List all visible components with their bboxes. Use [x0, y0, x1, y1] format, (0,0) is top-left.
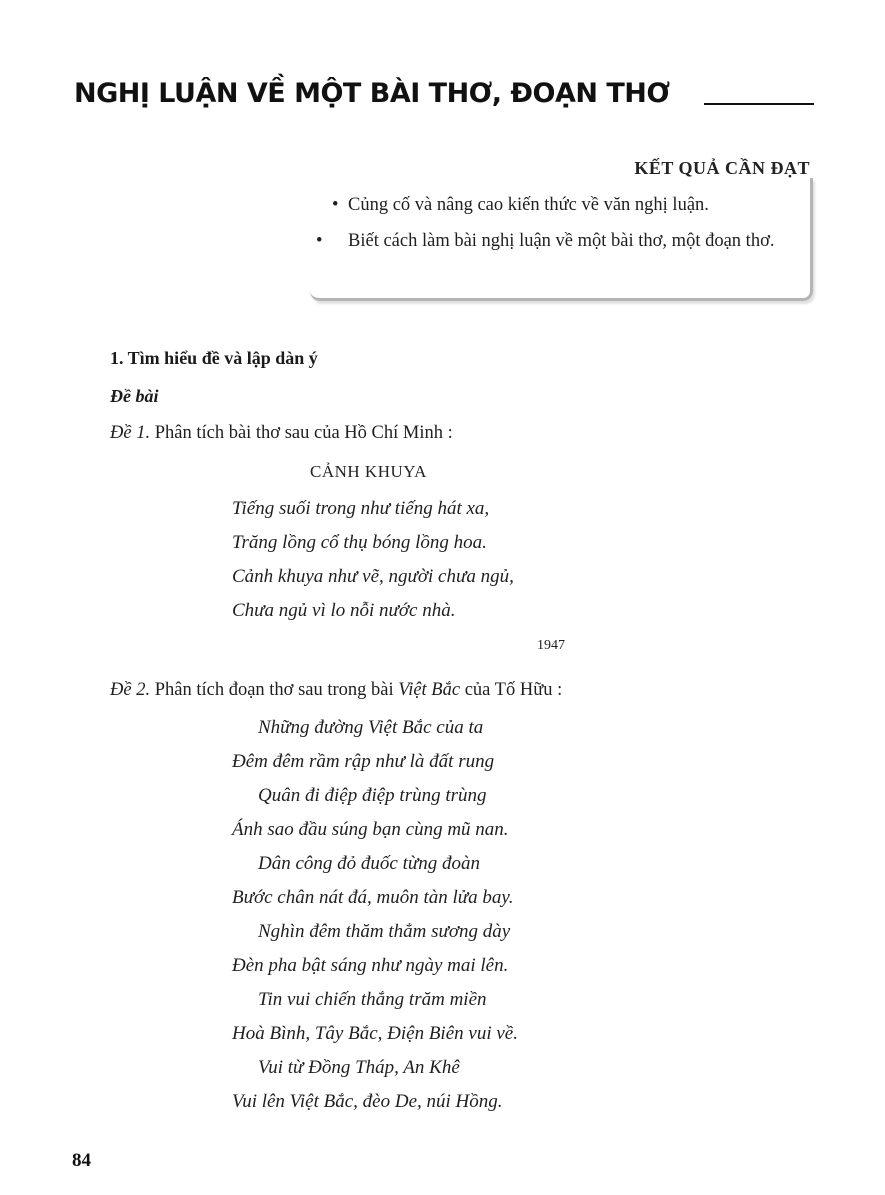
exercise-subheading: Đề bài [110, 386, 159, 406]
poem-line: Bước chân nát đá, muôn tàn lửa bay. [232, 887, 514, 908]
chapter-title: NGHỊ LUẬN VỀ MỘT BÀI THƠ, ĐOẠN THƠ [74, 78, 670, 109]
poem-line: Những đường Việt Bắc của ta [258, 717, 484, 738]
bullet-icon: • [332, 195, 339, 215]
poem-line: Vui lên Việt Bắc, đèo De, núi Hồng. [232, 1091, 503, 1112]
exercise-prompt-2: Đề 2. Phân tích đoạn thơ sau trong bài Việt Bắc của Tố Hữu : [110, 680, 563, 700]
learning-outcome-item: • Biết cách làm bài nghị luận về một bài thơ, một đoạn thơ. [332, 226, 808, 257]
poem-line: Trăng lồng cổ thụ bóng lồng hoa. [232, 532, 487, 553]
poem-line: Dân công đỏ đuốc từng đoàn [258, 853, 480, 874]
poem-year: 1947 [537, 638, 565, 653]
learning-outcomes-box [310, 158, 813, 301]
poem-line: Hoà Bình, Tây Bắc, Điện Biên vui về. [232, 1023, 518, 1044]
learning-outcome-item: • Củng cố và nâng cao kiến thức về văn nghị luận. [332, 190, 792, 221]
poem-line: Cảnh khuya như vẽ, người chưa ngủ, [232, 566, 514, 587]
poem-line: Đêm đêm rầm rập như là đất rung [232, 751, 495, 772]
poem-line: Chưa ngủ vì lo nỗi nước nhà. [232, 600, 456, 621]
poem-line: Quân đi điệp điệp trùng trùng [258, 785, 487, 806]
section-heading: 1. Tìm hiểu đề và lập dàn ý [110, 348, 318, 368]
poem-title: CẢNH KHUYA [310, 462, 427, 481]
exercise-prompt-1: Đề 1. Phân tích bài thơ sau của Hồ Chí Minh : [110, 423, 453, 443]
poem-line: Tiếng suối trong như tiếng hát xa, [232, 498, 490, 519]
poem-line: Đèn pha bật sáng như ngày mai lên. [232, 955, 509, 976]
poem-line: Nghìn đêm thăm thẳm sương dày [258, 921, 511, 942]
poem-line: Vui từ Đồng Tháp, An Khê [258, 1057, 460, 1078]
title-rule [704, 103, 814, 105]
page-number: 84 [72, 1150, 91, 1171]
learning-outcomes-heading: KẾT QUẢ CẦN ĐẠT [634, 158, 810, 178]
bullet-icon: • [316, 231, 323, 251]
poem-line: Tin vui chiến thắng trăm miền [258, 989, 487, 1010]
poem-line: Ánh sao đầu súng bạn cùng mũ nan. [232, 819, 509, 840]
